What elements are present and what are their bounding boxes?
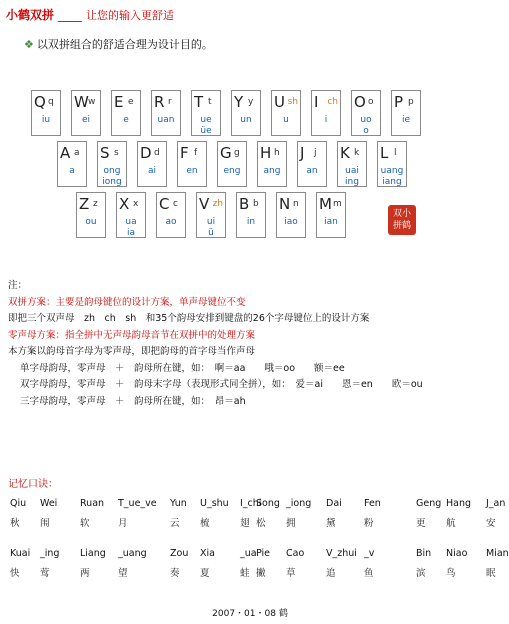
memo-pinyin: Song: [256, 498, 280, 509]
key-uppercase: O: [354, 93, 366, 111]
key-final: ou: [85, 217, 97, 227]
key-uppercase: A: [60, 144, 71, 162]
key-final: iao: [284, 217, 298, 227]
memo-char: 闱: [40, 518, 50, 529]
key-lowercase: f: [194, 148, 198, 158]
key-final: an: [306, 166, 318, 176]
memo-pinyin: _iong: [286, 498, 312, 509]
key-lowercase: n: [293, 199, 299, 209]
note-zero-initial: 零声母方案：指全拼中无声母韵母音节在双拼中的处理方案: [8, 329, 256, 341]
key-u: [271, 90, 301, 136]
memo-pinyin: Hang: [446, 498, 472, 509]
key-lowercase: m: [333, 199, 342, 209]
memo-pinyin: _uang: [118, 548, 147, 559]
key-lowercase: j: [314, 148, 317, 158]
key-finals: [98, 166, 126, 188]
key-finals: [258, 166, 286, 177]
key-final: ui: [206, 217, 216, 227]
key-final: uang: [380, 166, 404, 176]
key-final: u: [283, 115, 289, 125]
key-j: [297, 141, 327, 187]
key-uppercase: P: [394, 93, 404, 111]
key-t: [191, 90, 221, 136]
memo-pinyin: Dai: [326, 498, 342, 509]
key-final: ong: [103, 166, 121, 176]
key-finals: [178, 166, 206, 177]
key-uppercase: Q: [34, 93, 46, 111]
intro-text: 以双拼组合的舒适合理为设计目的。: [36, 38, 213, 51]
header: [6, 6, 174, 23]
key-final: uo: [360, 115, 372, 125]
memo-char: 松: [256, 518, 266, 529]
key-p: [391, 90, 421, 136]
key-lowercase: x: [133, 199, 139, 209]
key-final: ü: [208, 228, 214, 238]
key-finals: [117, 217, 145, 239]
memo-char: 眠: [486, 568, 496, 579]
note-single: 单字母韵母，零声母 ＋ 韵母所在键，如： 啊＝aa 哦＝oo 额＝ee: [20, 362, 345, 374]
key-z: [76, 192, 106, 238]
key-final: eng: [223, 166, 241, 176]
seal-stamp: [388, 205, 416, 235]
key-a: [57, 141, 87, 187]
key-uppercase: I: [314, 93, 319, 111]
key-final: e: [123, 115, 129, 125]
key-finals: [378, 166, 406, 188]
key-finals: [192, 115, 220, 137]
key-uppercase: Y: [234, 93, 244, 111]
key-final: iu: [41, 115, 51, 125]
key-uppercase: H: [260, 144, 272, 162]
key-final: ao: [165, 217, 177, 227]
key-finals: [392, 115, 420, 126]
key-initial: sh: [287, 97, 298, 107]
key-lowercase: l: [394, 148, 397, 158]
memo-title: 记忆口诀：: [8, 479, 58, 490]
memo-pinyin: _ua: [240, 548, 257, 559]
notes-label: 注：: [8, 280, 28, 291]
key-finals: [72, 115, 100, 126]
key-final: uan: [157, 115, 175, 125]
key-final: ai: [147, 166, 156, 176]
key-final: ei: [81, 115, 91, 125]
seal-line2: 拼鹤: [392, 221, 411, 231]
key-uppercase: L: [380, 144, 389, 162]
key-finals: [157, 217, 185, 228]
key-finals: [277, 217, 305, 228]
key-finals: [232, 115, 260, 126]
key-h: [257, 141, 287, 187]
key-final: in: [246, 217, 256, 227]
memo-char: 航: [446, 518, 456, 529]
key-finals: [112, 115, 140, 126]
memo-pinyin: U_shu: [200, 498, 229, 509]
key-uppercase: U: [274, 93, 285, 111]
key-uppercase: F: [180, 144, 189, 162]
intro: [24, 36, 213, 52]
memo-pinyin: V_zhui: [326, 548, 357, 559]
key-uppercase: J: [300, 144, 305, 162]
key-k: [337, 141, 367, 187]
key-b: [236, 192, 266, 238]
key-l: [377, 141, 407, 187]
key-q: [31, 90, 61, 136]
key-final: ian: [324, 217, 338, 227]
memo-char: 鸟: [446, 568, 456, 579]
memo-char: 黛: [326, 518, 336, 529]
key-d: [137, 141, 167, 187]
key-lowercase: a: [74, 148, 80, 158]
memo-pinyin: Ruan: [80, 498, 105, 509]
note-shuangpin: 双拼方案：主要是韵母键位的设计方案，单声母键位不变: [8, 296, 246, 308]
memo-char: 鱼: [364, 568, 374, 579]
footer-date: 2007・01・08 鹤: [212, 609, 288, 619]
key-f: [177, 141, 207, 187]
notes-section: [8, 278, 423, 410]
key-final: i: [324, 115, 328, 125]
key-uppercase: Z: [79, 195, 90, 213]
key-c: [156, 192, 186, 238]
key-g: [217, 141, 247, 187]
brand-title: 小鹤双拼: [6, 8, 55, 22]
key-finals: [338, 166, 366, 188]
key-v: [196, 192, 226, 238]
key-final: a: [69, 166, 75, 176]
key-finals: [77, 217, 105, 228]
key-uppercase: V: [199, 195, 210, 213]
memo-char: 秋: [10, 518, 20, 529]
memo-char: 翅: [240, 518, 250, 529]
memo-char: 草: [286, 568, 296, 579]
key-lowercase: s: [114, 148, 119, 158]
key-m: [316, 192, 346, 238]
key-final: en: [186, 166, 198, 176]
memo-char: 望: [118, 568, 128, 579]
key-y: [231, 90, 261, 136]
key-final: iong: [102, 177, 122, 187]
key-uppercase: W: [74, 93, 89, 111]
bullet-icon: ❖: [24, 38, 34, 51]
key-final: ue: [200, 115, 212, 125]
key-final: iang: [382, 177, 402, 187]
memo-pinyin: Kuai: [10, 548, 31, 559]
key-uppercase: E: [114, 93, 124, 111]
note-triple: 三字母韵母，零声母 ＋ 韵母所在键，如： 昂＝ah: [20, 395, 246, 407]
memo-pinyin: Geng: [416, 498, 442, 509]
key-uppercase: M: [319, 195, 332, 213]
memo-char: 滨: [416, 568, 426, 579]
memo-pinyin: Pie: [256, 548, 271, 559]
memo-char: 安: [486, 518, 496, 529]
key-lowercase: g: [234, 148, 240, 158]
key-uppercase: D: [140, 144, 152, 162]
memo-char: 撇: [256, 568, 266, 579]
key-lowercase: o: [368, 97, 374, 107]
key-final: uai: [345, 166, 359, 176]
title-blank: ____: [58, 8, 83, 22]
memo-char: 莺: [40, 568, 50, 579]
memo-char: 软: [80, 518, 90, 529]
key-initial: ch: [327, 97, 338, 107]
key-final: ia: [126, 228, 135, 238]
memo-pinyin: Fen: [364, 498, 381, 509]
key-n: [276, 192, 306, 238]
key-lowercase: b: [253, 199, 259, 209]
key-lowercase: y: [248, 97, 254, 107]
memo-char: 月: [118, 518, 128, 529]
memo-char: 粉: [364, 518, 374, 529]
key-final: üe: [200, 126, 212, 136]
memo-pinyin: Zou: [170, 548, 189, 559]
key-finals: [197, 217, 225, 239]
memo-pinyin: Yun: [170, 498, 187, 509]
key-uppercase: B: [239, 195, 250, 213]
key-final: o: [363, 126, 369, 136]
key-lowercase: w: [88, 97, 96, 107]
key-lowercase: e: [128, 97, 134, 107]
memo-pinyin: Mian: [486, 548, 509, 559]
memo-pinyin: J_an: [486, 498, 506, 509]
key-lowercase: r: [168, 97, 172, 107]
key-final: un: [240, 115, 252, 125]
key-lowercase: t: [208, 97, 212, 107]
key-lowercase: k: [354, 148, 360, 158]
key-finals: [58, 166, 86, 177]
key-uppercase: K: [340, 144, 350, 162]
key-finals: [272, 115, 300, 126]
key-o: [351, 90, 381, 136]
memo-pinyin: _v: [364, 548, 375, 559]
key-finals: [312, 115, 340, 126]
slogan: 让您的输入更舒适: [86, 9, 175, 22]
memo-pinyin: T_ue_ve: [118, 498, 157, 509]
key-uppercase: C: [159, 195, 170, 213]
memo-char: 梳: [200, 518, 210, 529]
note-explain: 即把三个双声母 zh ch sh 和35个韵母安排到键盘的26个字母键位上的设计方案: [8, 313, 370, 324]
key-initial: zh: [212, 199, 223, 209]
key-uppercase: G: [220, 144, 232, 162]
memo-char: 拥: [286, 518, 296, 529]
key-uppercase: T: [194, 93, 204, 111]
key-finals: [152, 115, 180, 126]
key-finals: [218, 166, 246, 177]
key-finals: [237, 217, 265, 228]
memo-pinyin: Cao: [286, 548, 305, 559]
key-lowercase: h: [274, 148, 280, 158]
key-lowercase: c: [173, 199, 178, 209]
key-lowercase: q: [48, 97, 54, 107]
memo-pinyin: Qiu: [10, 498, 27, 509]
key-w: [71, 90, 101, 136]
note-rule: 本方案以韵母首字母为零声母，即把韵母的首字母当作声母: [8, 346, 256, 357]
memo-char: 云: [170, 518, 180, 529]
memo-pinyin: _ing: [40, 548, 60, 559]
key-uppercase: R: [154, 93, 165, 111]
key-finals: [298, 166, 326, 177]
note-double: 双字母韵母，零声母 ＋ 韵母末字母（表现形式同全拼），如： 爱＝ai 恩＝en 欧＝ou: [20, 379, 423, 390]
seal-line1: 双小: [392, 209, 411, 219]
key-lowercase: z: [93, 199, 98, 209]
key-finals: [352, 115, 380, 137]
key-lowercase: d: [154, 148, 160, 158]
memo-char: 蛙: [240, 568, 250, 579]
key-final: ie: [401, 115, 411, 125]
memo-char: 追: [326, 568, 336, 579]
memo-pinyin: Xia: [200, 548, 215, 559]
memo-pinyin: I_chi: [240, 498, 262, 509]
key-x: [116, 192, 146, 238]
key-r: [151, 90, 181, 136]
memo-pinyin: Wei: [40, 498, 58, 509]
key-uppercase: N: [279, 195, 291, 213]
memo-pinyin: Niao: [446, 548, 468, 559]
memo-char: 两: [80, 568, 90, 579]
key-lowercase: p: [408, 97, 414, 107]
memo-char: 夏: [200, 568, 210, 579]
key-i: [311, 90, 341, 136]
key-final: ua: [125, 217, 137, 227]
key-final: ang: [263, 166, 281, 176]
key-uppercase: X: [119, 195, 130, 213]
memo-char: 奏: [170, 568, 180, 579]
key-finals: [317, 217, 345, 228]
key-finals: [138, 166, 166, 177]
memo-char: 快: [10, 568, 20, 579]
key-uppercase: S: [100, 144, 110, 162]
key-s: [97, 141, 127, 187]
key-finals: [32, 115, 60, 126]
memo-pinyin: Bin: [416, 548, 432, 559]
memo-pinyin: Liang: [80, 548, 106, 559]
key-final: ing: [345, 177, 359, 187]
key-e: [111, 90, 141, 136]
memo-char: 更: [416, 518, 426, 529]
